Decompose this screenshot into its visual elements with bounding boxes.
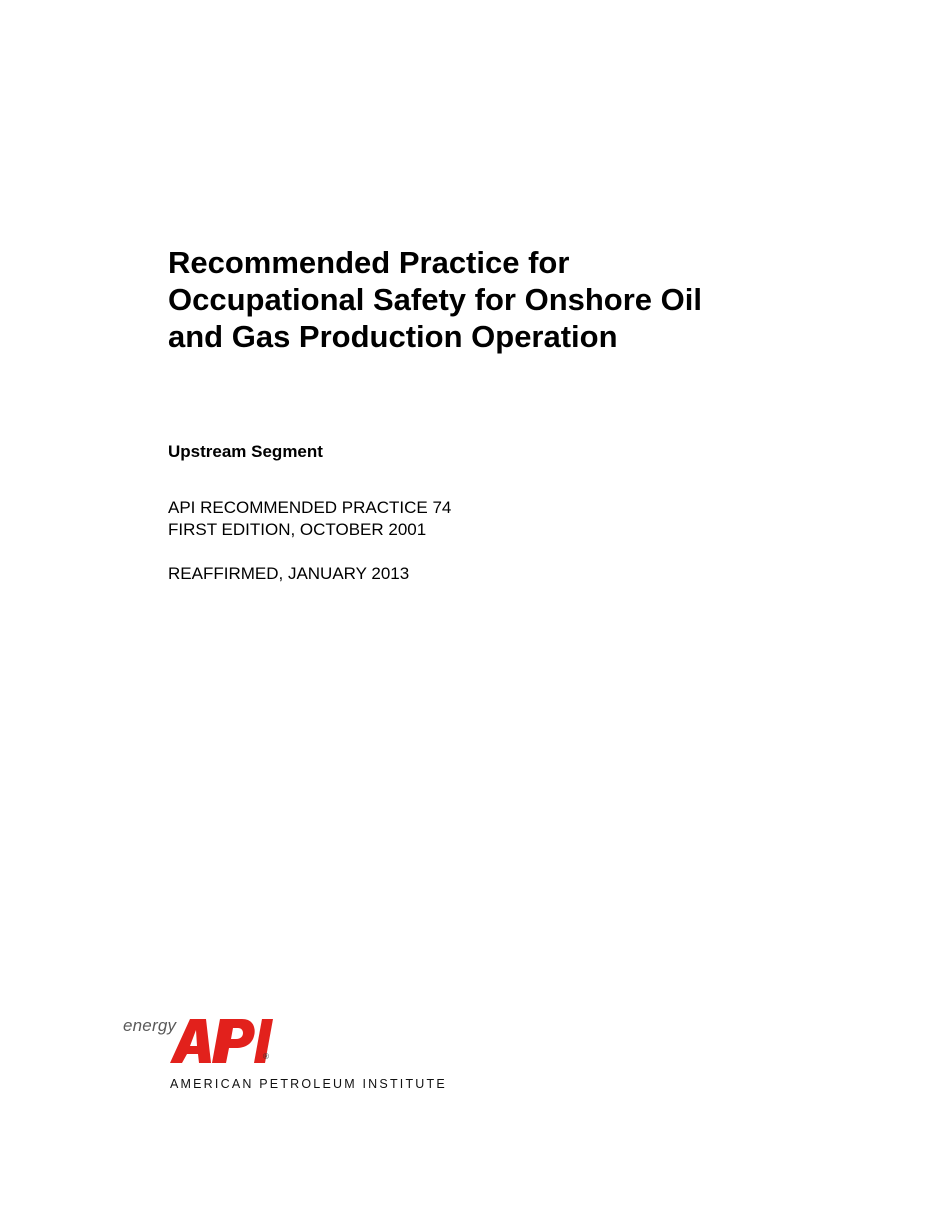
logo-letter-p (212, 1019, 255, 1063)
practice-designation: API RECOMMENDED PRACTICE 74 (168, 498, 452, 517)
edition-line: FIRST EDITION, OCTOBER 2001 (168, 520, 427, 539)
api-logo-mark (168, 1013, 278, 1065)
logo-energy-tagline: energy (123, 1016, 177, 1035)
registered-mark: ® (263, 1052, 269, 1061)
title-line-1: Recommended Practice for (168, 245, 570, 280)
segment-label: Upstream Segment (168, 442, 323, 461)
title-line-3: and Gas Production Operation (168, 319, 618, 354)
reaffirmed-line: REAFFIRMED, JANUARY 2013 (168, 564, 410, 583)
api-logo (120, 1012, 450, 1097)
title-line-2: Occupational Safety for Onshore Oil (168, 282, 702, 317)
logo-letter-a (170, 1019, 211, 1063)
document-title (168, 244, 808, 355)
organization-name: AMERICAN PETROLEUM INSTITUTE (170, 1077, 447, 1091)
